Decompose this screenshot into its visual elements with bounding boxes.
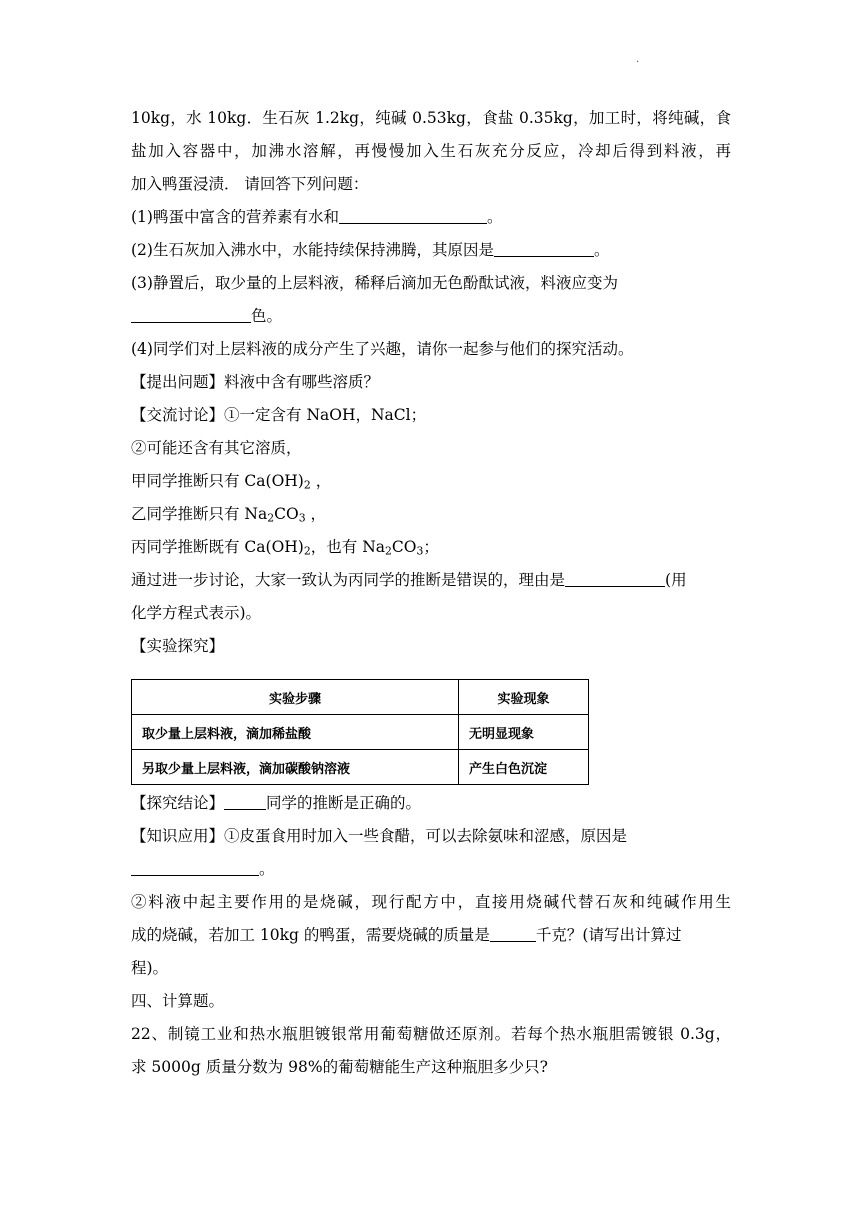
question-1-end: 。: [486, 208, 503, 226]
caustic-question-line: [131, 919, 731, 952]
text-line: 加入鸭蛋浸渍． 请回答下列问题：: [131, 175, 369, 193]
subscript: 2: [303, 478, 311, 492]
ask-question-line: [131, 366, 731, 399]
answer-blank[interactable]: [131, 307, 251, 324]
punctuation: 。: [259, 860, 275, 878]
section-label: 【探究结论】: [131, 794, 225, 812]
question-2: [131, 234, 731, 267]
application-answer-line: [131, 853, 731, 886]
section-text: ①皮蛋食用时加入一些食醋，可以去除氨味和涩感，原因是: [224, 827, 628, 845]
question-3-end: 色。: [251, 307, 283, 325]
question-3-answer-line: [131, 300, 731, 333]
question-22-line: 22、制镜工业和热水瓶胆镀银常用葡萄糖做还原剂。若每个热水瓶胆需镀银 0.3g，: [131, 1025, 731, 1043]
hypothesis-bing: [131, 531, 731, 564]
explore-title: 【实验探究】: [131, 637, 225, 655]
question-3: (3)静置后，取少量的上层料液，稀释后滴加无色酚酞试液，料液应变为: [131, 274, 618, 292]
formula-part: CO: [391, 538, 417, 556]
answer-blank[interactable]: [565, 571, 665, 588]
text-line: ②料液中起主要作用的是烧碱，现行配方中，直接用烧碱代替石灰和纯碱作用生: [131, 893, 731, 911]
section-label: 【提出问题】: [131, 373, 225, 391]
conclusion-line: [131, 787, 731, 820]
section-heading: 四、计算题。: [131, 992, 225, 1010]
formula-part: ，也有 Na: [310, 538, 385, 556]
subscript: 3: [298, 511, 306, 525]
reason-text: 通过进一步讨论，大家一致认为丙同学的推断是错误的，理由是: [131, 571, 566, 589]
punctuation: ；: [423, 538, 439, 556]
section-text: 料液中含有哪些溶质？: [224, 373, 380, 391]
section-label: 【知识应用】: [131, 827, 225, 845]
answer-blank[interactable]: [131, 860, 259, 877]
hypothesis-text: 乙同学推断只有 Na: [131, 505, 268, 523]
hypothesis-jia: [131, 465, 731, 498]
punctuation: ，: [310, 472, 332, 490]
table-header-row: [132, 680, 589, 715]
question-4: (4)同学们对上层料液的成分产生了兴趣，请你一起参与他们的探究活动。: [131, 340, 634, 358]
text-line: 化学方程式表示)。: [131, 604, 262, 622]
question-text: 千克？(请写出计算过: [535, 926, 682, 944]
reason-end: (用: [665, 571, 687, 589]
hypothesis-text: 甲同学推断只有 Ca(OH): [131, 472, 304, 490]
page-mark: ·: [636, 57, 640, 68]
application-line: [131, 820, 731, 853]
section-text: 同学的推断是正确的。: [266, 794, 422, 812]
question-1-text: (1)鸭蛋中富含的营养素有水和: [131, 208, 339, 226]
question-1: [131, 201, 731, 234]
hypothesis-text: 丙同学推断既有 Ca(OH): [131, 538, 304, 556]
question-2-text: (2)生石灰加入沸水中，水能持续保持沸腾，其原因是: [131, 241, 494, 259]
answer-blank[interactable]: [490, 926, 536, 943]
section-text: ①一定含有 NaOH，NaCl；: [224, 406, 427, 424]
hypothesis-yi: [131, 498, 731, 531]
question-22-line: 求 5000g 质量分数为 98%的葡萄糖能生产这种瓶胆多少只?: [131, 1058, 548, 1076]
text-line: 程)。: [131, 959, 169, 977]
section-label: 【交流讨论】: [131, 406, 225, 424]
text-line: ②可能还含有其它溶质，: [131, 439, 302, 457]
answer-blank[interactable]: [224, 794, 266, 811]
subscript: 2: [267, 511, 275, 525]
table-row: [132, 750, 589, 785]
reason-line: [131, 564, 731, 597]
subscript: 3: [416, 544, 424, 558]
table-header: 实验步骤: [132, 680, 459, 715]
subscript: 2: [385, 544, 392, 558]
formula-part: CO: [274, 505, 299, 523]
document-body: [131, 102, 731, 1084]
table-cell: 另取少量上层料液，滴加碳酸钠溶液: [132, 750, 459, 785]
table-header: 实验现象: [459, 680, 589, 715]
answer-blank[interactable]: [339, 208, 487, 225]
punctuation: ，: [305, 505, 327, 523]
subscript: 2: [303, 544, 311, 558]
question-2-end: 。: [593, 241, 610, 259]
table-cell: 无明显现象: [459, 715, 589, 750]
discussion-line: [131, 399, 731, 432]
table-row: [132, 715, 589, 750]
table-cell: 取少量上层料液，滴加稀盐酸: [132, 715, 459, 750]
experiment-table: [131, 679, 589, 785]
text-line: 10kg，水 10kg．生石灰 1.2kg，纯碱 0.53kg，食盐 0.35kg，加工时，将纯碱，食: [131, 109, 731, 127]
question-text: 成的烧碱，若加工 10kg 的鸭蛋，需要烧碱的质量是: [131, 926, 490, 944]
table-cell: 产生白色沉淀: [459, 750, 589, 785]
text-line: 盐加入容器中，加沸水溶解，再慢慢加入生石灰充分反应，冷却后得到料液，再: [131, 142, 731, 160]
answer-blank[interactable]: [494, 241, 594, 258]
